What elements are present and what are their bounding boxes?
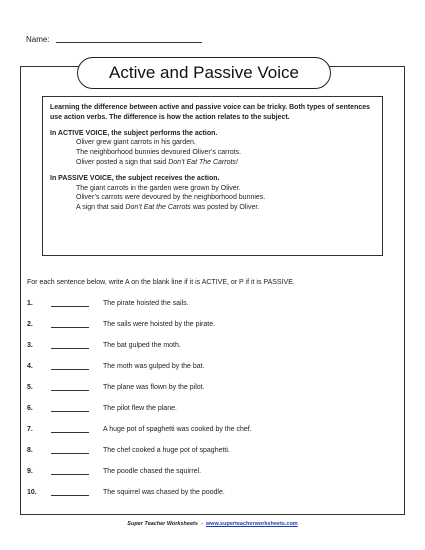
item-number: 4. [27,363,33,370]
instructions: For each sentence below, write A on the blank line if it is ACTIVE, or P if it is PASSIVE. [27,279,295,286]
footer-brand: Super Teacher Worksheets [127,521,198,527]
footer-separator: - [200,521,203,527]
item-sentence: The pirate hoisted the sails. [103,300,189,307]
item-number: 5. [27,384,33,391]
answer-blank[interactable] [51,348,89,349]
answer-blank[interactable] [51,390,89,391]
item-number: 2. [27,321,33,328]
item-sentence: The squirrel was chased by the poodle. [103,489,225,496]
active-voice-heading: In ACTIVE VOICE, the subject performs the action. [50,129,218,137]
answer-blank[interactable] [51,369,89,370]
answer-blank[interactable] [51,306,89,307]
active-example: The neighborhood bunnies devoured Oliver’s carrots. [76,149,242,157]
item-sentence: The pilot flew the plane. [103,405,177,412]
footer [0,521,425,527]
item-sentence: A huge pot of spaghetti was cooked by the chef. [103,426,252,433]
item-number: 3. [27,342,33,349]
passive-example: The giant carrots in the garden were grown by Oliver. [76,184,241,192]
item-number: 7. [27,426,33,433]
answer-blank[interactable] [51,432,89,433]
item-sentence: The bat gulped the moth. [103,342,181,349]
active-example: Oliver grew giant carrots in his garden. [76,139,196,147]
item-sentence: The sails were hoisted by the pirate. [103,321,216,328]
answer-blank[interactable] [51,474,89,475]
passive-voice-heading: In PASSIVE VOICE, the subject receives the action. [50,174,220,182]
item-number: 9. [27,468,33,475]
item-sentence: The plane was flown by the pilot. [103,384,205,391]
name-blank-line[interactable] [56,42,202,43]
name-row [26,35,202,44]
item-sentence: The chef cooked a huge pot of spaghetti. [103,447,230,454]
answer-blank[interactable] [51,411,89,412]
active-example: Oliver posted a sign that said Don’t Eat The Carrots! [76,158,238,166]
item-number: 8. [27,447,33,454]
explanation-box [42,96,383,256]
item-sentence: The moth was gulped by the bat. [103,363,205,370]
item-number: 10. [27,489,37,496]
answer-blank[interactable] [51,327,89,328]
page-title: Active and Passive Voice [77,57,331,89]
item-sentence: The poodle chased the squirrel. [103,468,202,475]
intro-text: Learning the difference between active and passive voice can be tricky. Both types of sentences use action verbs. The difference is how the action relates to the subject. [50,104,371,121]
item-number: 6. [27,405,33,412]
footer-url-link[interactable]: www.superteacherworksheets.com [205,521,298,527]
passive-example: Oliver’s carrots were devoured by the neighborhood bunnies. [76,194,266,202]
passive-example: A sign that said Don’t Eat the Carrots was posted by Oliver. [76,204,260,212]
answer-blank[interactable] [51,495,89,496]
item-number: 1. [27,300,33,307]
name-label: Name: [26,35,50,44]
answer-blank[interactable] [51,453,89,454]
